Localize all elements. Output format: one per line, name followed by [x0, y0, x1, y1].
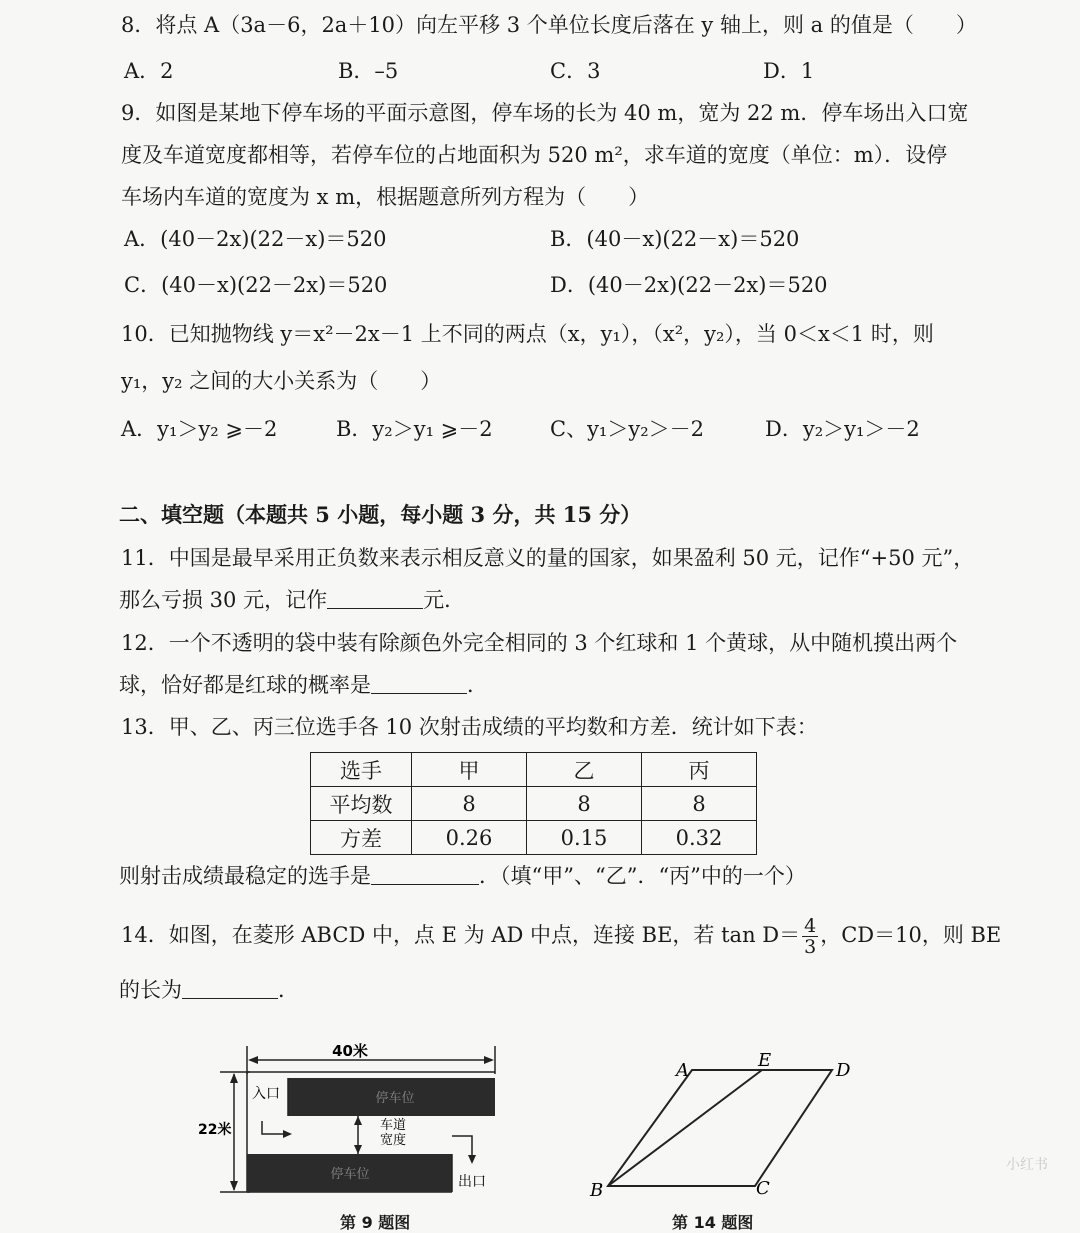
q13-after [119, 863, 806, 889]
entrance-arrowhead-icon [283, 1130, 292, 1138]
entrance-label: 入口 [252, 1086, 280, 1102]
q9-option-d: D．(40－2x)(22－2x)＝520 [550, 273, 828, 297]
arrow-down-icon [354, 1145, 362, 1154]
q8-stem: 8．将点 A（3a－6，2a＋10）向左平移 3 个单位长度后落在 y 轴上，则 a 的值是（ ） [121, 13, 977, 37]
lane-label-2: 宽度 [379, 1133, 407, 1148]
table-row [311, 753, 757, 787]
q14-line-2-pre: 的长为 [119, 978, 182, 1002]
table-cell: 选手 [311, 753, 412, 787]
arrow-up-icon [230, 1073, 238, 1083]
watermark-logo: 小红书 [1006, 1157, 1048, 1173]
q12-line-2-post: ． [467, 673, 488, 697]
q11-line-2-post: 元． [423, 588, 466, 612]
exit-arrowhead-icon [468, 1155, 476, 1164]
figure-9-parking-diagram [190, 1036, 510, 1216]
parking-bottom-label: 停车位 [330, 1167, 370, 1182]
point-e-label: E [758, 1050, 772, 1071]
q12-line-2 [119, 672, 488, 698]
q10-line-1: 10．已知抛物线 y＝x²－2x－1 上不同的两点（x，y₁），（x²，y₂），当 0＜x＜1 时，则 [121, 322, 934, 346]
table-row [311, 787, 757, 821]
q8-option-a: A．2 [124, 59, 174, 83]
table-cell: 方差 [311, 821, 412, 855]
q14-tan-fraction [802, 916, 818, 957]
q14-answer-blank[interactable] [182, 978, 278, 999]
table-cell: 0.26 [412, 821, 527, 855]
q10-option-c: C、y₁＞y₂＞－2 [550, 417, 704, 441]
q13-answer-blank[interactable] [371, 864, 479, 885]
figure-14-caption: 第 14 题图 [672, 1213, 754, 1232]
arrow-down-icon [230, 1181, 238, 1191]
q10-option-d: D．y₂＞y₁＞－2 [765, 417, 920, 441]
q9-line-2: 度及车道宽度都相等，若停车位的占地面积为 520 m²，求车道的宽度（单位：m）．设停 [121, 143, 948, 167]
q14-line-2 [119, 977, 299, 1003]
point-d-label: D [836, 1060, 851, 1081]
q11-line-1: 11．中国是最早采用正负数来表示相反意义的量的国家，如果盈利 50 元，记作“+50 元”， [121, 546, 975, 570]
q14-line-2-post: ． [278, 978, 299, 1002]
segment-be [608, 1070, 762, 1186]
q9-line-3: 车场内车道的宽度为 x m，根据题意所列方程为（ ） [121, 185, 650, 209]
q9-option-a: A．(40－2x)(22－x)＝520 [124, 227, 387, 251]
exit-label: 出口 [458, 1174, 486, 1190]
table-cell: 乙 [527, 753, 642, 787]
table-cell: 8 [642, 787, 757, 821]
q14-line-1 [121, 912, 1001, 958]
length-label: 40米 [332, 1042, 368, 1060]
q13-after-pre: 则射击成绩最稳定的选手是 [119, 864, 371, 888]
q11-line-2-pre: 那么亏损 30 元，记作 [119, 588, 328, 612]
q8-option-c: C．3 [550, 59, 601, 83]
q9-line-1: 9．如图是某地下停车场的平面示意图，停车场的长为 40 m，宽为 22 m．停车场出入口宽 [121, 101, 969, 125]
q8-option-b: B．–5 [338, 59, 399, 83]
q10-option-b: B．y₂＞y₁ ⩾－2 [336, 417, 493, 441]
q13-stats-table [310, 752, 757, 855]
width-label: 22米 [198, 1122, 232, 1138]
table-cell: 8 [412, 787, 527, 821]
q13-stem: 13．甲、乙、丙三位选手各 10 次射击成绩的平均数和方差．统计如下表： [121, 715, 818, 739]
q14-frac-num: 4 [804, 915, 817, 937]
q9-option-c: C．(40－x)(22－2x)＝520 [124, 273, 388, 297]
q10-option-a: A．y₁＞y₂ ⩾－2 [121, 417, 278, 441]
section-2-title: 二、填空题（本题共 5 小题，每小题 3 分，共 15 分） [119, 502, 642, 527]
parking-top-label: 停车位 [375, 1091, 415, 1106]
rhombus-abcd [608, 1070, 832, 1186]
q14-pre: 14．如图，在菱形 ABCD 中，点 E 为 AD 中点，连接 BE，若 tan D＝ [121, 923, 801, 947]
point-c-label: C [756, 1178, 770, 1199]
q11-answer-blank[interactable] [327, 588, 423, 609]
q14-post: ，CD＝10，则 BE [820, 923, 1002, 947]
table-cell: 0.15 [527, 821, 642, 855]
q13-after-post: ．（填“甲”、“乙”．“丙”中的一个） [479, 864, 806, 888]
q9-option-b: B．(40－x)(22－x)＝520 [550, 227, 800, 251]
q12-line-2-pre: 球，恰好都是红球的概率是 [119, 673, 371, 697]
q11-line-2 [119, 587, 465, 613]
table-cell: 0.32 [642, 821, 757, 855]
q14-frac-den: 3 [804, 936, 817, 958]
table-cell: 甲 [412, 753, 527, 787]
arrow-right-icon [484, 1056, 494, 1064]
figure-14-rhombus [580, 1048, 860, 1208]
q12-answer-blank[interactable] [371, 673, 467, 694]
q8-option-d: D．1 [763, 59, 815, 83]
lane-label-1: 车道 [379, 1118, 407, 1133]
arrow-up-icon [354, 1116, 362, 1125]
table-cell: 丙 [642, 753, 757, 787]
table-row [311, 821, 757, 855]
q12-line-1: 12．一个不透明的袋中装有除颜色外完全相同的 3 个红球和 1 个黄球，从中随机摸出两个 [121, 631, 958, 655]
figure-9-caption: 第 9 题图 [340, 1213, 411, 1232]
arrow-left-icon [248, 1056, 258, 1064]
point-a-label: A [676, 1060, 689, 1081]
table-cell: 平均数 [311, 787, 412, 821]
table-cell: 8 [527, 787, 642, 821]
point-b-label: B [590, 1180, 604, 1201]
q10-line-2: y₁，y₂ 之间的大小关系为（ ） [121, 369, 442, 393]
